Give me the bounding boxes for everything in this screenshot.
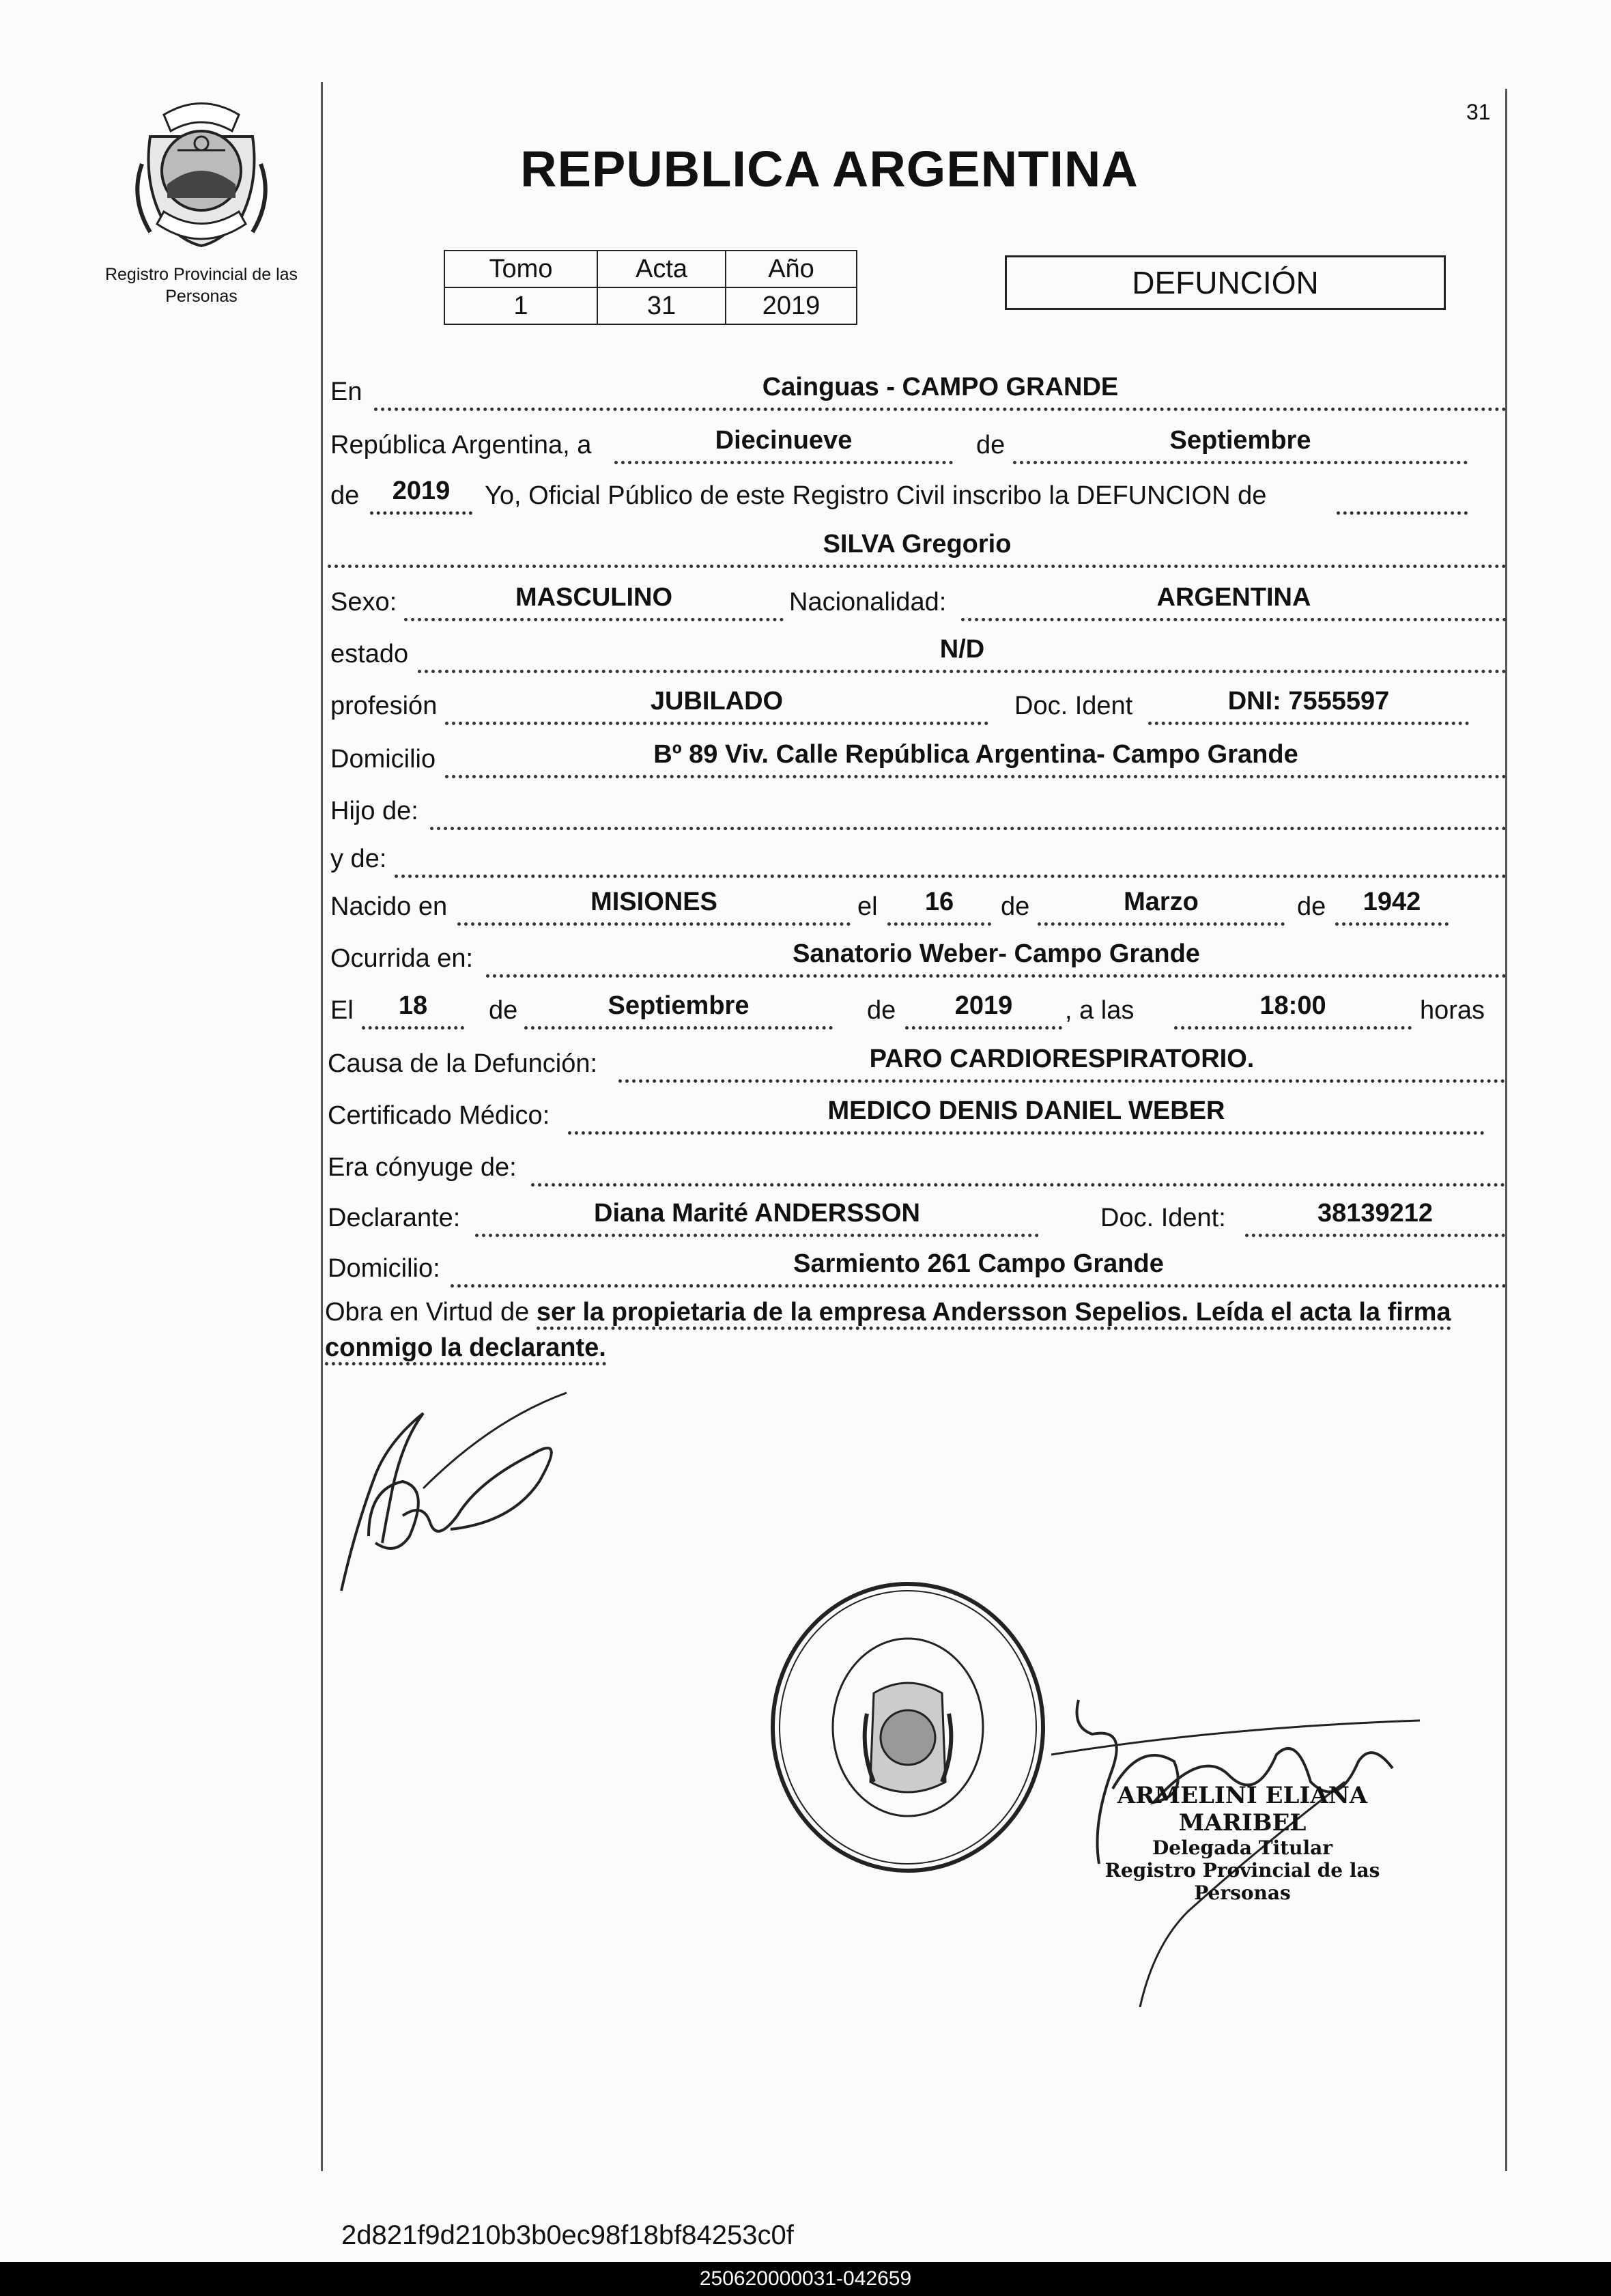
certificado-label: Certificado Médico:	[328, 1101, 550, 1130]
address-field	[445, 740, 1507, 778]
profesion-label: profesión	[330, 692, 438, 720]
declarant-value: Diana Marité ANDERSSON	[594, 1199, 920, 1228]
civil-status-row	[328, 631, 1505, 679]
address-value: Bº 89 Viv. Calle República Argentina- Campo Grande	[653, 740, 1298, 769]
death-time-value: 18:00	[1259, 991, 1326, 1020]
nationality-value: ARGENTINA	[1156, 583, 1311, 612]
a-las-label: , a las	[1065, 996, 1135, 1025]
obra-label: Obra en Virtud de	[325, 1298, 530, 1327]
sex-field	[404, 583, 784, 621]
nacionalidad-label: Nacionalidad:	[789, 588, 947, 616]
reference-value-row	[444, 287, 857, 324]
anio-value: 2019	[726, 287, 857, 324]
legal-basis-text: ser la propietaria de la empresa Andersson Sepelios. Leída el acta la firma conmigo la declarante.	[325, 1298, 1451, 1365]
declaration-label: Yo, Oficial Público de este Registro Civil inscribo la DEFUNCION de	[485, 481, 1267, 510]
left-margin-line	[321, 82, 323, 2171]
death-year-value: 2019	[954, 991, 1013, 1020]
death-month-value: Septiembre	[608, 991, 750, 1020]
registration-date-row	[328, 422, 1505, 470]
sex-nationality-row	[328, 579, 1505, 627]
doc-ident-2-label: Doc. Ident:	[1100, 1204, 1226, 1232]
birth-year-field	[1335, 888, 1449, 926]
causa-label: Causa de la Defunción:	[328, 1049, 598, 1078]
birth-year-value: 1942	[1363, 888, 1421, 916]
place-of-death-field	[486, 939, 1507, 978]
barcode-text: 250620000031-042659	[699, 2267, 912, 2290]
de-label: de	[1001, 892, 1030, 921]
tomo-value: 1	[444, 287, 597, 324]
domicilio-2-label: Domicilio:	[328, 1254, 440, 1283]
doc-ident-label: Doc. Ident	[1014, 692, 1133, 720]
birth-day-field	[887, 888, 991, 926]
document-field	[1148, 687, 1469, 725]
declarant-doc-value: 38139212	[1317, 1199, 1434, 1228]
official-stamp	[765, 1577, 1051, 1877]
tomo-header: Tomo	[444, 251, 597, 287]
death-year-field	[905, 991, 1062, 1030]
birth-month-value: Marzo	[1124, 888, 1199, 916]
registration-year-value: 2019	[392, 477, 451, 505]
cause-field	[618, 1045, 1505, 1083]
de-label: de	[489, 996, 518, 1025]
horas-label: horas	[1420, 996, 1485, 1025]
death-date-row	[328, 987, 1505, 1035]
reference-header-row	[444, 251, 857, 287]
place-of-death-value: Sanatorio Weber- Campo Grande	[793, 939, 1200, 968]
birth-row	[328, 883, 1505, 931]
civil-status-value: N/D	[939, 635, 985, 664]
estado-label: estado	[330, 640, 409, 668]
barcode-footer	[0, 2262, 1611, 2296]
death-day-field	[362, 991, 464, 1030]
registration-year-field	[370, 477, 472, 515]
mother-field	[395, 840, 1507, 878]
document-hash: 2d821f9d210b3b0ec98f18bf84253c0f	[341, 2220, 794, 2250]
declarant-field	[475, 1199, 1039, 1237]
death-time-field	[1174, 991, 1412, 1030]
declaration-tail-field	[1337, 477, 1468, 515]
name-row	[328, 526, 1505, 573]
en-label: En	[330, 378, 362, 406]
el-cap-label: El	[330, 996, 354, 1025]
page-number: 31	[1466, 100, 1491, 124]
spouse-field	[531, 1148, 1505, 1187]
name-field	[328, 530, 1507, 568]
de-label: de	[330, 481, 360, 510]
mother-row	[328, 836, 1505, 883]
organization-name: Registro Provincial de las Personas	[104, 265, 298, 306]
record-type: DEFUNCIÓN	[1132, 265, 1319, 300]
acta-header: Acta	[597, 251, 726, 287]
registration-month-field	[1013, 426, 1468, 464]
declarante-label: Declarante:	[328, 1204, 461, 1232]
ocurrida-en-label: Ocurrida en:	[330, 944, 474, 973]
declarant-address-field	[451, 1249, 1507, 1288]
officer-role: Delegada Titular	[1152, 1837, 1333, 1859]
place-of-death-row	[328, 935, 1505, 983]
place-value: Cainguas - CAMPO GRANDE	[762, 373, 1119, 401]
deceased-name: SILVA Gregorio	[823, 530, 1012, 558]
conyuge-label: Era cónyuge de:	[328, 1153, 517, 1182]
hijo-de-label: Hijo de:	[330, 797, 418, 825]
place-field	[374, 373, 1507, 411]
declarant-address-row	[328, 1245, 1505, 1293]
registration-month-value: Septiembre	[1169, 426, 1311, 455]
medical-certificate-field	[568, 1096, 1485, 1135]
document-value: DNI: 7555597	[1227, 687, 1390, 715]
address-row	[328, 736, 1505, 784]
nationality-field	[961, 583, 1507, 621]
declarant-row	[328, 1195, 1505, 1243]
officer-office: Registro Provincial de las Personas	[1104, 1859, 1380, 1904]
profession-row	[328, 683, 1505, 731]
nacido-en-label: Nacido en	[330, 892, 448, 921]
sex-value: MASCULINO	[515, 583, 673, 612]
death-day-value: 18	[398, 991, 428, 1020]
domicilio-label: Domicilio	[330, 745, 436, 774]
de-label: de	[1297, 892, 1326, 921]
sexo-label: Sexo:	[330, 588, 397, 616]
birth-place-field	[457, 888, 851, 926]
medical-certificate-value: MEDICO DENIS DANIEL WEBER	[827, 1096, 1225, 1125]
place-row	[328, 369, 1505, 416]
profession-value: JUBILADO	[650, 687, 784, 715]
record-type-box	[1005, 255, 1446, 310]
registration-year-row	[328, 472, 1505, 520]
registration-day-value: Diecinueve	[715, 426, 853, 455]
death-month-field	[524, 991, 833, 1030]
declarant-doc-field	[1245, 1199, 1505, 1237]
father-field	[430, 792, 1507, 830]
birth-month-field	[1038, 888, 1285, 926]
anio-header: Año	[726, 251, 857, 287]
acta-value: 31	[597, 287, 726, 324]
medical-certificate-row	[328, 1092, 1505, 1140]
officer-block	[1079, 1782, 1406, 1904]
spouse-row	[328, 1144, 1505, 1192]
officer-name: ARMELINI ELIANA MARIBEL	[1117, 1782, 1368, 1837]
civil-status-field	[418, 635, 1507, 673]
declarant-signature	[328, 1379, 573, 1604]
reference-table	[444, 250, 857, 325]
legal-basis-paragraph	[325, 1294, 1500, 1365]
de-label: de	[867, 996, 896, 1025]
republica-label: República Argentina, a	[330, 431, 592, 459]
de-label: de	[976, 431, 1006, 459]
birth-day-value: 16	[924, 888, 954, 916]
profession-field	[445, 687, 988, 725]
page-title: REPUBLICA ARGENTINA	[520, 141, 1139, 197]
declarant-address-value: Sarmiento 261 Campo Grande	[793, 1249, 1164, 1278]
y-de-label: y de:	[330, 845, 387, 873]
registration-day-field	[614, 426, 953, 464]
el-label: el	[857, 892, 878, 921]
father-row	[328, 788, 1505, 836]
birth-place-value: MISIONES	[590, 888, 717, 916]
cause-value: PARO CARDIORESPIRATORIO.	[869, 1045, 1255, 1073]
cause-row	[328, 1040, 1505, 1088]
